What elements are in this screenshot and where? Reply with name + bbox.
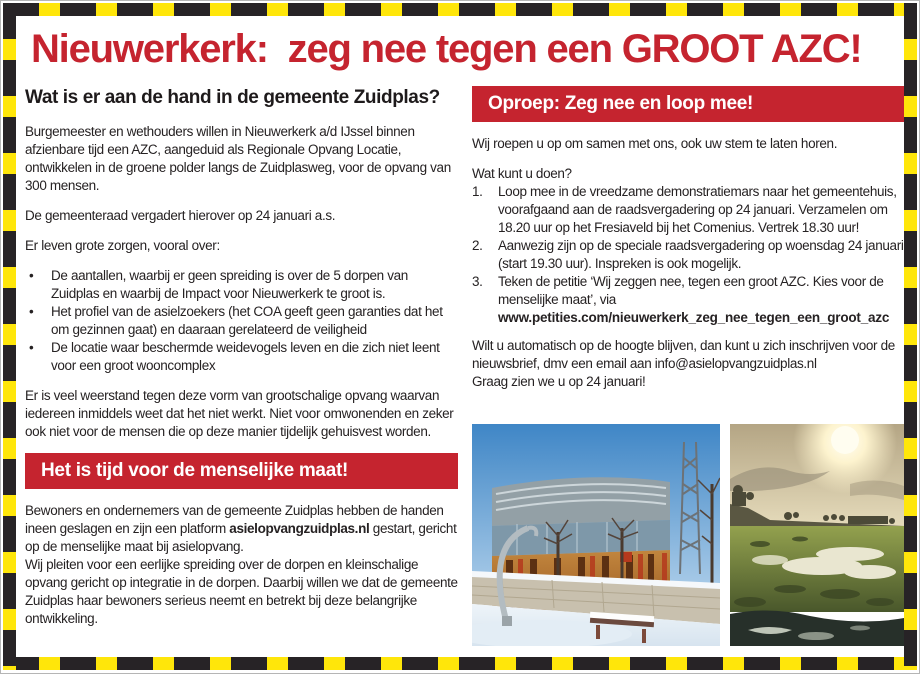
platform-text-after: gestart, gericht op de menselijke maat bij asielopvang. xyxy=(25,521,457,554)
platform-site-name: asielopvangzuidplas.nl xyxy=(229,521,370,536)
page-title: Nieuwerkerk: zeg nee tegen een GROOT AZC! xyxy=(31,27,862,71)
petition-url-link[interactable]: www.petities.com/nieuwerkerk_zeg_nee_tegen_een_groot_azc xyxy=(498,310,890,325)
actions-list xyxy=(472,183,904,327)
left-column xyxy=(25,84,458,646)
left-heading: Wat is er aan de hand in de gemeente Zuidplas? xyxy=(25,87,440,108)
polder-photo xyxy=(730,424,904,646)
paragraph-council-date: De gemeenteraad vergadert hierover op 24 januari a.s. xyxy=(25,208,336,223)
list-title-what-to-do: Wat kunt u doen? xyxy=(472,166,572,181)
bullet-marker: • xyxy=(29,340,34,355)
platform-text-before: Bewoners en ondernemers van de gemeente Zuidplas hebben de handen ineen geslagen en zijn een platform xyxy=(25,503,444,536)
right-column xyxy=(472,84,904,646)
banner-menselijke-maat: Het is tijd voor de menselijke maat! xyxy=(25,453,458,489)
paragraph-azc-plan: Burgemeester en wethouders willen in Nieuwerkerk a/d IJssel binnen afzienbare tijd een AZC, aangeduid als Regionale Opvang Locatie, ontwikkelen in de groene polder langs de Zuidplasweg, voor de opvang van 300 mensen. xyxy=(25,124,451,193)
concern-location: De locatie waar beschermde weidevogels leven en die zich niet leent voor een groot wooncomplex xyxy=(51,340,440,373)
list-item xyxy=(472,273,904,327)
banner-oproep: Oproep: Zeg nee en loop mee! xyxy=(472,86,904,122)
two-column-layout xyxy=(25,84,904,646)
concerns-list xyxy=(25,267,458,375)
caution-tape-border-left xyxy=(3,3,16,670)
paragraph-concerns-intro: Er leven grote zorgen, vooral over: xyxy=(25,238,220,253)
paragraph-newsletter: Wilt u automatisch op de hoogte blijven, dan kunt u zich inschrijven voor de nieuwsbrief, dmv een email aan info@asielopvangzuidplas.nl xyxy=(472,338,895,371)
caution-tape-border-bottom xyxy=(3,657,917,670)
concern-profile: Het profiel van de asielzoekers (het COA geeft geen garanties dat het om gezinnen gaat) en daaraan gerelateerd de veiligheid xyxy=(51,304,443,337)
photo-row xyxy=(472,424,904,646)
item-number: 3. xyxy=(472,274,483,289)
town-hall-photo xyxy=(472,424,720,646)
list-item xyxy=(25,339,458,375)
item-number: 2. xyxy=(472,238,483,253)
list-item xyxy=(472,237,904,273)
caution-tape-border-right xyxy=(904,3,917,670)
bullet-marker: • xyxy=(29,304,34,319)
paragraph-resistance: Er is veel weerstand tegen deze vorm van grootschalige opvang waarvan iedereen inmiddels weet dat het niet werkt. Niet voor omwonenden en zeker ook niet voor de mensen die op deze manier tijdelijk gehuisvest worden. xyxy=(25,388,454,439)
paragraph-call-to-action: Wij roepen u op om samen met ons, ook uw stem te laten horen. xyxy=(472,136,838,151)
action-march: Loop mee in de vreedzame demonstratiemars naar het gemeentehuis, voorafgaand aan de raadsvergadering op 24 januari. Verzamelen om 18.20 uur op het Fresiaveld bij het Comenius. Vertrek 18.30 uur! xyxy=(498,184,897,235)
flyer-content xyxy=(16,16,904,657)
caution-tape-border-top xyxy=(3,3,917,16)
petition-text: Teken de petitie ‘Wij zeggen nee, tegen een groot AZC. Kies voor de menselijke maat’, via xyxy=(498,274,884,307)
action-attend: Aanwezig zijn op de speciale raadsvergadering op woensdag 24 januari (start 19.30 uur). Inspreken is ook mogelijk. xyxy=(498,238,904,271)
list-item xyxy=(472,183,904,237)
paragraph-platform xyxy=(25,502,458,556)
list-item xyxy=(25,303,458,339)
item-number: 1. xyxy=(472,184,483,199)
action-petition xyxy=(498,273,904,327)
concern-numbers: De aantallen, waarbij er geen spreiding is over de 5 dorpen van Zuidplas en waarbij de Impact voor Nieuwerkerk te groot is. xyxy=(51,268,408,301)
bullet-marker: • xyxy=(29,268,34,283)
paragraph-plea: Wij pleiten voor een eerlijke spreiding over de dorpen en kleinschalige opvang gericht op integratie in de dorpen. Daarbij willen we dat de gemeente Zuidplas haar bewoners serieus neemt en betrekt bij deze belangrijke ontwikkeling. xyxy=(25,557,458,626)
list-item xyxy=(25,267,458,303)
paragraph-see-you: Graag zien we u op 24 januari! xyxy=(472,374,646,389)
